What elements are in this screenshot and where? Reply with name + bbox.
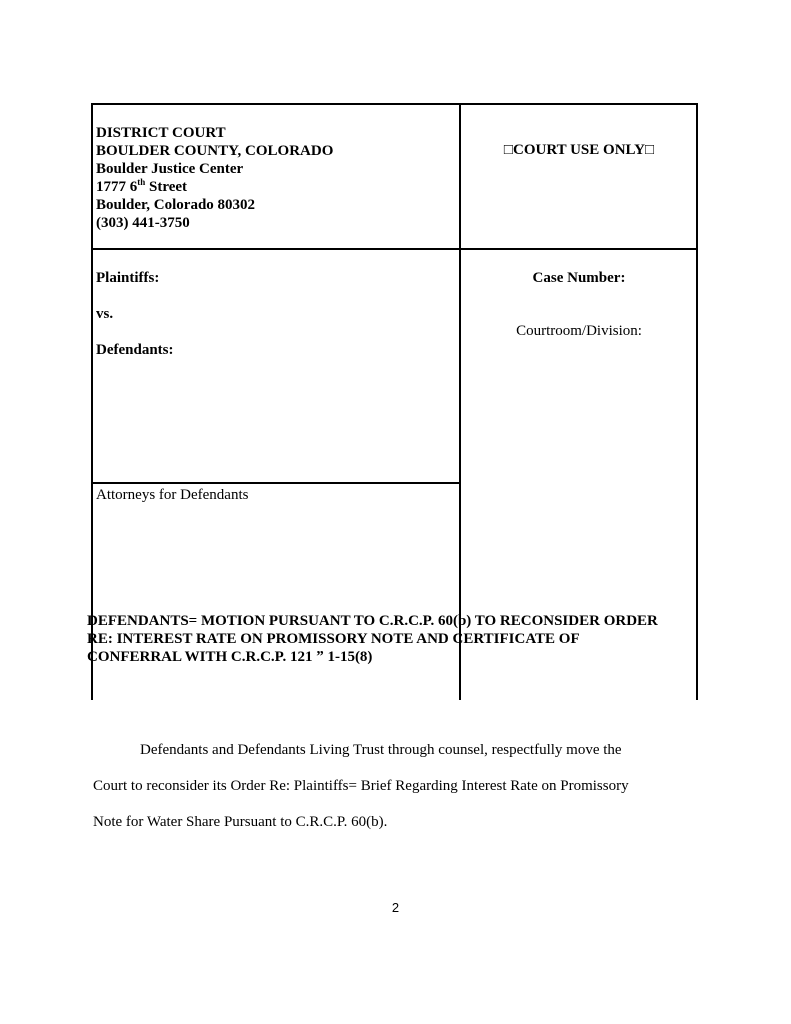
body-line-2: Court to reconsider its Order Re: Plaintiffs= Brief Regarding Interest Rate on Promissory: [93, 778, 629, 794]
table-middle-divider: [459, 103, 461, 700]
court-building: Boulder Justice Center: [96, 161, 244, 177]
body-line-1: Defendants and Defendants Living Trust through counsel, respectfully move the: [140, 742, 622, 758]
court-caption: [96, 124, 333, 232]
plaintiffs-label: Plaintiffs:: [96, 270, 160, 286]
court-phone: (303) 441-3750: [96, 215, 190, 231]
court-name: DISTRICT COURT: [96, 125, 226, 141]
body-line-3: Note for Water Share Pursuant to C.R.C.P. 60(b).: [93, 814, 388, 830]
courtroom-division-label: Courtroom/Division:: [516, 323, 642, 339]
table-right-border: [696, 103, 698, 700]
attorney-row-divider: [91, 482, 461, 484]
motion-title-line-2: RE: INTEREST RATE ON PROMISSORY NOTE AND CERTIFICATE OF: [87, 631, 580, 647]
court-use-only: □COURT USE ONLY□: [503, 142, 655, 158]
motion-title-line-3: CONFERRAL WITH C.R.C.P. 121 ˮ 1-15(8): [87, 649, 373, 665]
table-top-border: [91, 103, 698, 105]
motion-title: [87, 612, 697, 666]
table-row-divider: [91, 248, 698, 250]
vs-label: vs.: [96, 306, 114, 322]
case-number-label: Case Number:: [532, 270, 626, 286]
defendants-label: Defendants:: [96, 342, 174, 358]
table-left-border: [91, 103, 93, 700]
court-county: BOULDER COUNTY, COLORADO: [96, 143, 334, 159]
page-number: 2: [391, 900, 400, 915]
court-street: 1777 6th Street: [96, 177, 188, 195]
attorneys-label: Attorneys for Defendants: [96, 487, 249, 503]
motion-title-line-1: DEFENDANTS= MOTION PURSUANT TO C.R.C.P. 60(b) TO RECONSIDER ORDER: [87, 613, 658, 629]
court-city: Boulder, Colorado 80302: [96, 197, 256, 213]
